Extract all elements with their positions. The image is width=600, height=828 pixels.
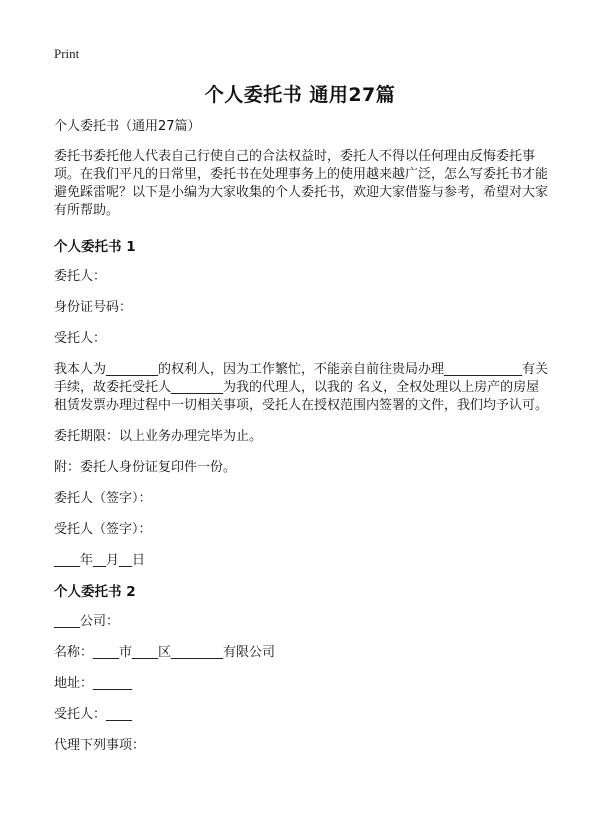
section-2-heading: 个人委托书 2: [54, 584, 136, 600]
date-line: ____年__月__日: [54, 553, 146, 568]
matters-line: 代理下列事项：: [54, 738, 146, 753]
authorization-paragraph: 我本人为________的权利人，因为工作繁忙，不能亲自前往贵局办理____________有关手续，故委托受托人________为我的代理人，以我的 名义，全权处理以上房产的房屋租赁发票办理过程中一切相关事项，受托人在授权范围内签署的文件，我们均予认可。: [54, 362, 549, 413]
company-line: ____公司：: [54, 614, 120, 629]
document-content: [54, 118, 549, 768]
page-title: 个人委托书 通用27篇: [204, 84, 396, 106]
principal-line: 委托人：: [54, 269, 107, 284]
agent-sign-line: 受托人（签字）：: [54, 522, 152, 537]
document-subtitle: 个人委托书（通用27篇）: [54, 119, 201, 134]
address-line: 地址：______: [54, 676, 133, 691]
principal-sign-line: 委托人（签字）：: [54, 491, 152, 506]
print-label: Print: [54, 46, 80, 61]
company-name-line: 名称：____市____区________有限公司: [54, 645, 276, 660]
term-line: 委托期限：以上业务办理完毕为止。: [54, 429, 263, 444]
id-number-line: 身份证号码：: [54, 300, 133, 315]
agent-line: 受托人：: [54, 331, 107, 346]
intro-paragraph: 委托书委托他人代表自己行使自己的合法权益时，委托人不得以任何理由反悔委托事项。在我们平凡的日常里，委托书在处理事务上的使用越来越广泛，怎么写委托书才能避免踩雷呢？以下是小编为大家收集的个人委托书，欢迎大家借鉴与参考，希望对大家有所帮助。: [54, 149, 549, 218]
section-2-agent-line: 受托人：____: [54, 707, 133, 722]
section-1-heading: 个人委托书 1: [54, 239, 136, 255]
attachment-line: 附：委托人身份证复印件一份。: [54, 460, 237, 475]
